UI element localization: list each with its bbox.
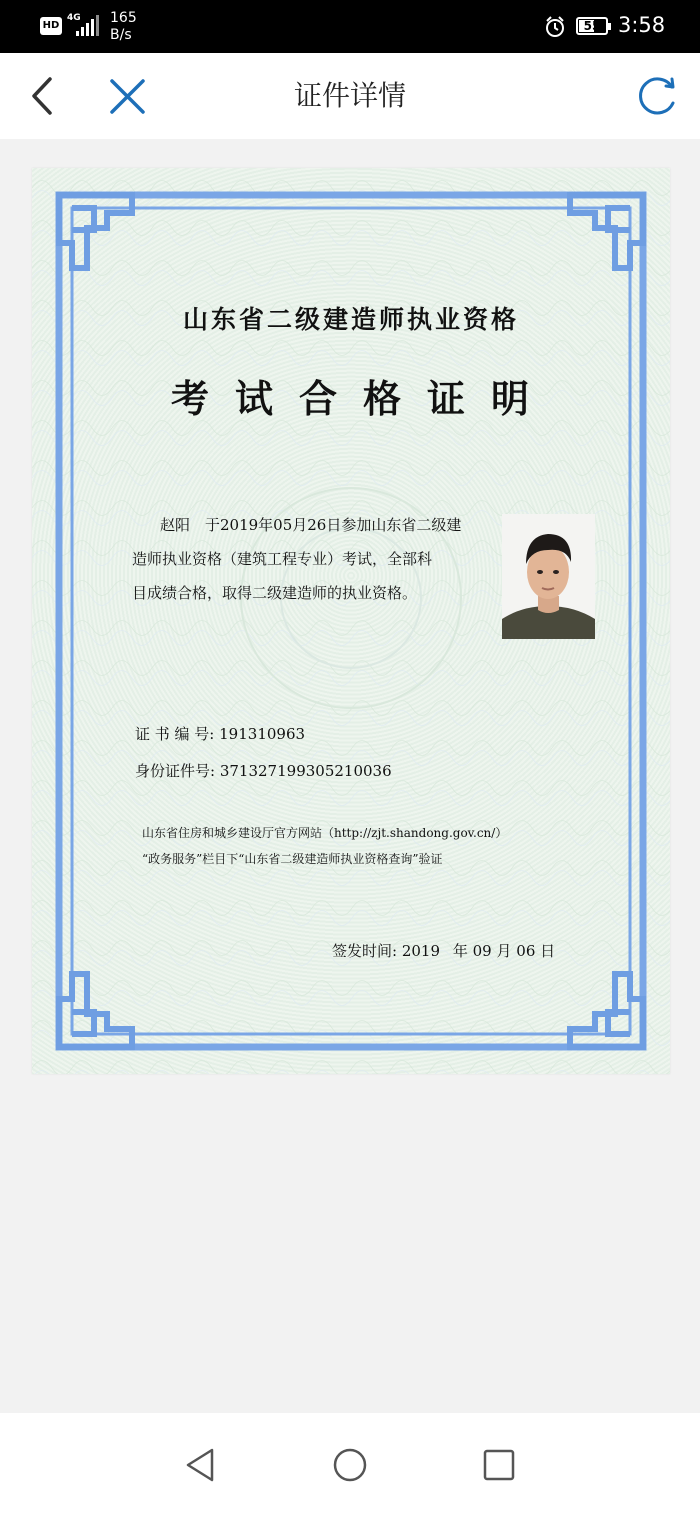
certificate-body-line: 赵阳 于2019年05月26日参加山东省二级建 [160,516,462,534]
issue-month-unit: 月 [496,942,512,960]
id-number: 371327199305210036 [219,762,392,780]
certificate-number-row [135,723,305,744]
issue-day: 06 [516,942,536,960]
circle-home-icon [328,1443,372,1487]
issue-year-unit: 年 [452,942,468,960]
verification-note: 山东省住房和城乡建设厅官方网站（http://zjt.shandong.gov.cn/） [142,826,508,840]
status-bar [0,0,700,53]
id-number-label: 身份证件号: [135,762,216,780]
refresh-button[interactable] [626,53,686,139]
square-recents-icon [477,1443,521,1487]
system-home-button[interactable] [328,1443,372,1487]
certificate-subtitle: 考试合格证明 [170,376,555,421]
system-navigation-bar [0,1413,700,1517]
holder-photo [502,514,595,639]
system-back-button[interactable] [178,1443,222,1487]
certificate-body-line: 造师执业资格（建筑工程专业）考试，全部科 [132,550,433,568]
battery-level: 55 [583,19,601,33]
signal-icon [76,15,100,36]
system-recents-button[interactable] [477,1443,521,1487]
triangle-back-icon [178,1443,222,1487]
battery-icon [576,17,608,35]
refresh-icon [626,53,686,139]
id-number-row [135,760,392,781]
top-navigation-bar [0,53,700,139]
alarm-icon [544,16,566,38]
issue-year: 2019 [401,942,441,960]
page-title: 证件详情 [293,79,406,112]
verification-note: “政务服务”栏目下“山东省二级建造师执业资格查询”验证 [142,852,443,866]
network-type: 4G [67,13,81,23]
issue-date-label: 签发时间: [332,942,398,960]
hd-badge: HD [40,17,62,35]
certificate-body-line: 目成绩合格，取得二级建造师的执业资格。 [132,584,418,602]
issue-date [332,940,555,961]
certificate-number-label: 证 书 编 号: [135,725,215,743]
issue-month: 09 [472,942,492,960]
certificate-image[interactable] [32,168,670,1074]
certificate-title: 山东省二级建造师执业资格 [182,305,519,334]
clock: 3:58 [618,13,666,37]
certificate-number: 191310963 [219,725,306,743]
network-speed: 165 B/s [110,10,137,43]
issue-day-unit: 日 [540,942,556,960]
